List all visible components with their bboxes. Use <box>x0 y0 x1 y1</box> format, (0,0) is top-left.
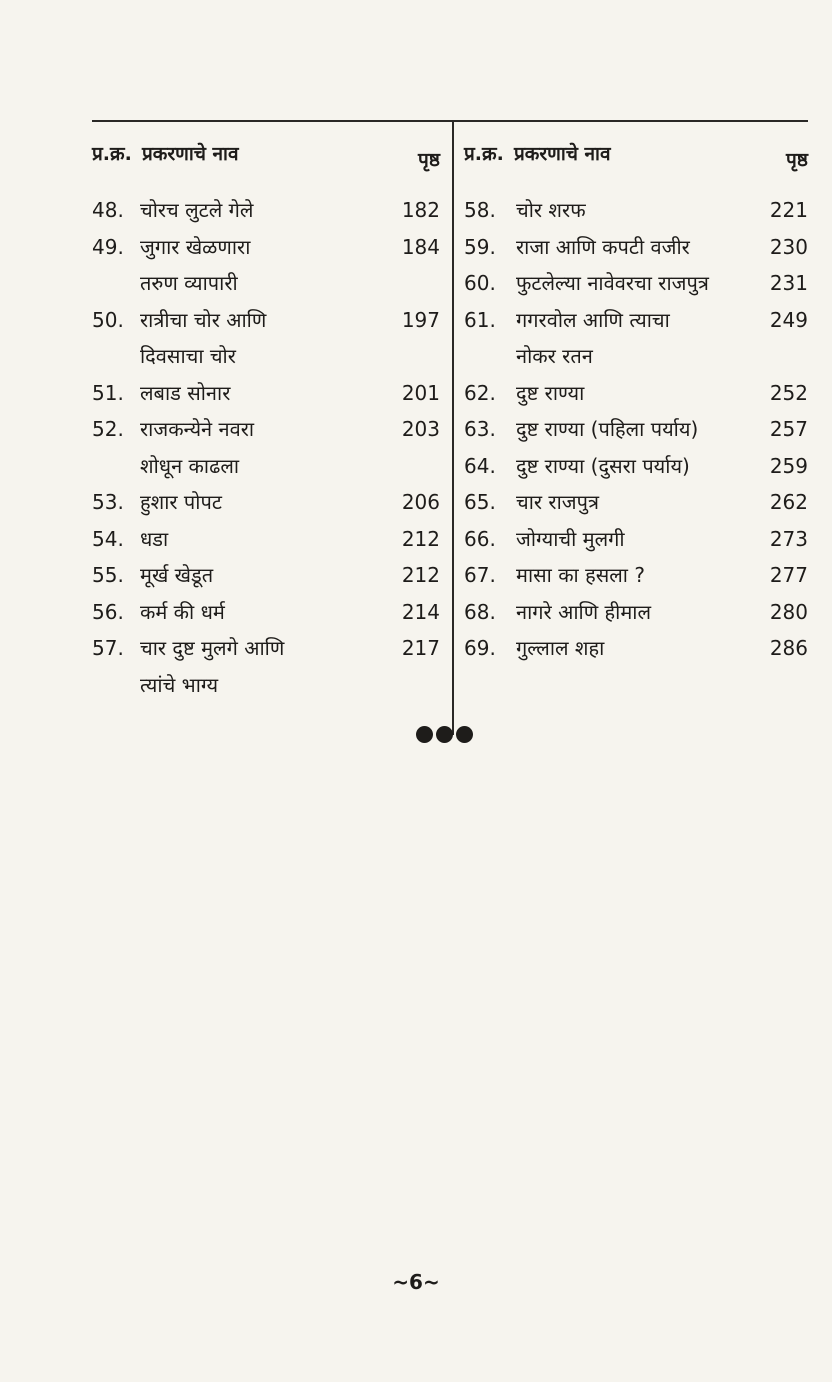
page-number: ~6~ <box>392 1270 440 1294</box>
entry-page: 212 <box>401 526 440 551</box>
toc-entry <box>92 302 440 375</box>
entry-page: 280 <box>769 599 808 624</box>
toc-header-right <box>464 138 808 172</box>
header-title-label: प्रकरणाचे नाव <box>514 143 611 165</box>
toc-entry <box>464 448 808 485</box>
toc-entry <box>464 192 808 229</box>
ornament-dot <box>456 726 473 743</box>
entry-number: 63. <box>464 417 496 441</box>
column-divider <box>452 120 454 735</box>
entry-title <box>140 594 440 631</box>
entry-number: 56. <box>92 599 124 624</box>
entry-title <box>140 557 440 594</box>
entry-title <box>516 484 808 521</box>
entry-title <box>140 229 440 302</box>
entry-page: 203 <box>401 417 440 441</box>
entry-number: 50. <box>92 307 124 332</box>
toc-entry <box>464 521 808 558</box>
entry-number: 64. <box>464 453 496 478</box>
entry-title-line: लबाड सोनार <box>140 380 231 405</box>
entry-number: 57. <box>92 636 124 660</box>
entry-title-line: चोर शरफ <box>516 198 586 222</box>
entry-title <box>516 630 808 667</box>
entry-title <box>516 302 808 375</box>
entry-number: 60. <box>464 271 496 295</box>
entry-page: 182 <box>401 198 440 222</box>
entry-title-line: राजकन्येने नवरा <box>140 417 255 441</box>
toc-header-left <box>92 138 440 172</box>
header-number-label: प्र.क्र. <box>464 143 504 165</box>
toc-column-left <box>92 138 440 703</box>
entry-title <box>516 375 808 412</box>
entry-number: 59. <box>464 234 496 259</box>
entry-title-line: दिवसाचा चोर <box>140 344 236 368</box>
toc-entry <box>464 302 808 375</box>
entry-title <box>140 192 440 229</box>
entry-title-line: चोरच लुटले गेले <box>140 198 254 222</box>
toc-entry <box>92 192 440 229</box>
header-title-label: प्रकरणाचे नाव <box>142 143 239 165</box>
entry-title-line: मासा का हसला ? <box>516 563 645 587</box>
entry-number: 68. <box>464 599 496 624</box>
entry-title-line: हुशार पोपट <box>140 490 222 514</box>
entry-title-line: चार राजपुत्र <box>516 490 600 514</box>
entry-title-line: गगरवोल आणि त्याचा <box>516 307 670 332</box>
entry-title <box>516 411 808 448</box>
entry-number: 62. <box>464 380 496 405</box>
toc-entries-left <box>92 192 440 703</box>
entry-title-line: राजा आणि कपटी वजीर <box>516 234 690 259</box>
toc-entry <box>464 229 808 266</box>
entry-page: 277 <box>769 563 808 587</box>
entry-page: 201 <box>401 380 440 405</box>
entry-number: 51. <box>92 380 124 405</box>
entry-title-line: जोग्याची मुलगी <box>516 526 625 551</box>
entry-number: 54. <box>92 526 124 551</box>
toc-entry <box>92 630 440 703</box>
entry-page: 197 <box>401 307 440 332</box>
entry-title-line: चार दुष्ट मुलगे आणि <box>140 636 285 660</box>
entry-title <box>516 521 808 558</box>
entry-page: 217 <box>401 636 440 660</box>
toc-entry <box>464 265 808 302</box>
entry-title-line: धडा <box>140 526 169 551</box>
entry-page: 214 <box>401 599 440 624</box>
entry-title <box>516 448 808 485</box>
entry-title-line: त्यांचे भाग्य <box>140 672 219 697</box>
ornament-dots <box>416 722 476 746</box>
header-page-label: पृष्ठ <box>786 149 808 171</box>
entry-title <box>140 411 440 484</box>
entry-number: 55. <box>92 563 124 587</box>
toc-entry <box>92 557 440 594</box>
toc-entries-right <box>464 192 808 667</box>
entry-number: 48. <box>92 198 124 222</box>
entry-title-line: रात्रीचा चोर आणि <box>140 307 267 332</box>
entry-title <box>140 484 440 521</box>
entry-title <box>140 521 440 558</box>
entry-title-line: मूर्ख खेडूत <box>140 563 214 587</box>
toc-entry <box>92 594 440 631</box>
entry-title-line: दुष्ट राण्या (दुसरा पर्याय) <box>516 453 690 478</box>
toc-column-right <box>464 138 808 667</box>
toc-entry <box>92 521 440 558</box>
toc-entry <box>92 229 440 302</box>
toc-entry <box>92 411 440 484</box>
entry-title-line: कर्म की धर्म <box>140 599 225 624</box>
toc-entry <box>464 557 808 594</box>
entry-number: 49. <box>92 234 124 259</box>
toc-entry <box>464 375 808 412</box>
entry-title-line: फुटलेल्या नावेवरचा राजपुत्र <box>516 271 709 295</box>
entry-title-line: दुष्ट राण्या <box>516 380 585 405</box>
entry-page: 231 <box>769 271 808 295</box>
entry-page: 206 <box>401 490 440 514</box>
entry-title <box>140 375 440 412</box>
entry-number: 69. <box>464 636 496 660</box>
entry-page: 252 <box>769 380 808 405</box>
top-rule <box>92 120 808 122</box>
entry-page: 221 <box>769 198 808 222</box>
toc-entry <box>464 594 808 631</box>
entry-number: 66. <box>464 526 496 551</box>
entry-title-line: नोकर रतन <box>516 344 593 368</box>
toc-entry <box>464 411 808 448</box>
entry-title <box>140 630 440 703</box>
entry-page: 184 <box>401 234 440 259</box>
entry-title-line: तरुण व्यापारी <box>140 271 238 295</box>
entry-page: 286 <box>769 636 808 660</box>
entry-page: 230 <box>769 234 808 259</box>
entry-title-line: दुष्ट राण्या (पहिला पर्याय) <box>516 417 699 441</box>
entry-number: 61. <box>464 307 496 332</box>
ornament-dot <box>416 726 433 743</box>
toc-entry <box>464 484 808 521</box>
ornament-dot <box>436 726 453 743</box>
toc-entry <box>92 484 440 521</box>
entry-title <box>516 557 808 594</box>
entry-title-line: शोधून काढला <box>140 453 240 478</box>
toc-entry <box>464 630 808 667</box>
entry-title-line: नागरे आणि हीमाल <box>516 599 652 624</box>
entry-number: 58. <box>464 198 496 222</box>
entry-title <box>516 229 808 266</box>
entry-title-line: जुगार खेळणारा <box>140 234 251 259</box>
entry-page: 249 <box>769 307 808 332</box>
entry-title <box>516 594 808 631</box>
entry-number: 52. <box>92 417 124 441</box>
entry-title <box>516 265 808 302</box>
entry-page: 262 <box>769 490 808 514</box>
header-page-label: पृष्ठ <box>418 149 440 171</box>
entry-page: 273 <box>769 526 808 551</box>
entry-number: 53. <box>92 490 124 514</box>
entry-number: 67. <box>464 563 496 587</box>
entry-page: 212 <box>401 563 440 587</box>
entry-page: 259 <box>769 453 808 478</box>
toc-entry <box>92 375 440 412</box>
entry-number: 65. <box>464 490 496 514</box>
entry-title-line: गुल्लाल शहा <box>516 636 605 660</box>
entry-title <box>140 302 440 375</box>
header-number-label: प्र.क्र. <box>92 143 132 165</box>
entry-page: 257 <box>769 417 808 441</box>
entry-title <box>516 192 808 229</box>
